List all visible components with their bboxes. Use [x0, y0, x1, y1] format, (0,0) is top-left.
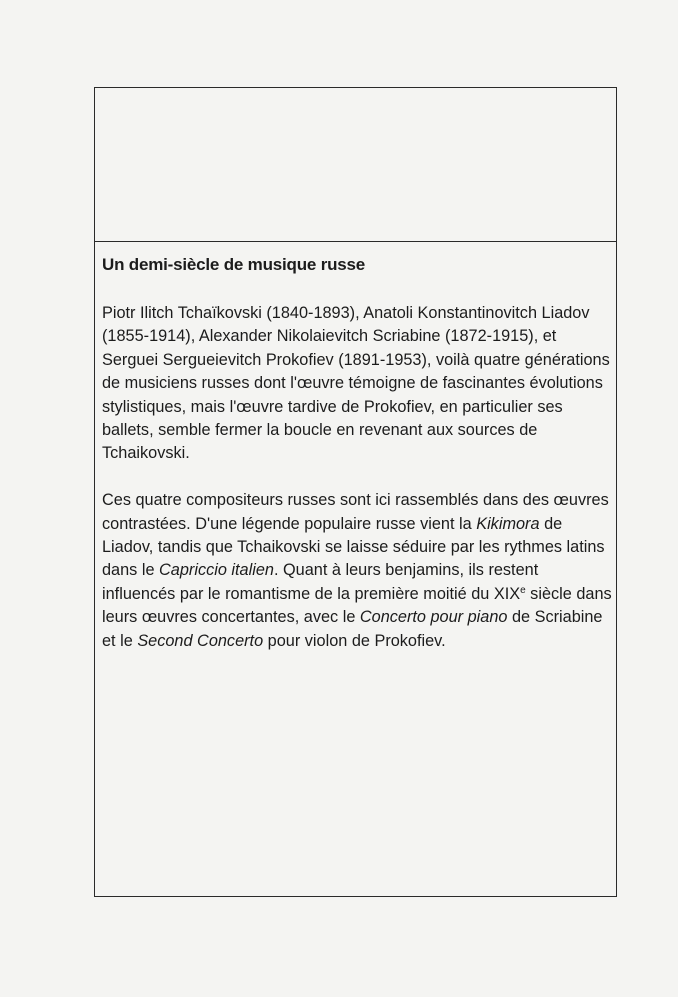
paragraph-2 — [102, 489, 612, 653]
article-body — [102, 254, 612, 653]
paragraph-2-text-6: pour violon de Prokofiev. — [263, 631, 446, 650]
content-frame — [94, 87, 617, 897]
paragraph-2-text-2: de Liadov, tandis que Tchaikovski se laisse séduire par les rythmes latins dans le — [102, 514, 605, 580]
work-title-concerto-piano: Concerto pour piano — [359, 608, 508, 627]
paragraph-2-text-1: Ces quatre compositeurs russes sont ici rassemblés dans des œuvres contrastées. D'une légende populaire russe vient la — [102, 491, 609, 533]
article-heading: Un demi-siècle de musique russe — [102, 255, 366, 274]
paragraph-2-text-3: . Quant à leurs benjamins, ils restent influencés par le romantisme de la première moitié du XIX — [102, 561, 539, 603]
paragraph-1: Piotr Ilitch Tchaïkovski (1840-1893), Anatoli Konstantinovitch Liadov (1855-1914), Alexander Nikolaievitch Scriabine (1872-1915), et Serguei Sergueievitch Prokofiev (1891-1953), voilà quatre générations de musiciens russes dont l'œuvre témoigne de fascinantes évolutions stylistiques, mais l'œuvre tardive de Prokofiev, en particulier ses ballets, semble fermer la boucle en revenant aux sources de Tchaikovski. — [102, 304, 610, 463]
divider-line — [95, 241, 616, 242]
work-title-capriccio: Capriccio italien — [159, 561, 274, 580]
work-title-kikimora: Kikimora — [476, 514, 540, 533]
work-title-second-concerto: Second Concerto — [137, 631, 264, 650]
paragraph-2-text-4: siècle dans leurs œuvres concertantes, avec le — [102, 584, 612, 627]
paragraph-2-text-5: de Scriabine et le — [102, 608, 603, 650]
superscript-e: e — [520, 584, 526, 596]
